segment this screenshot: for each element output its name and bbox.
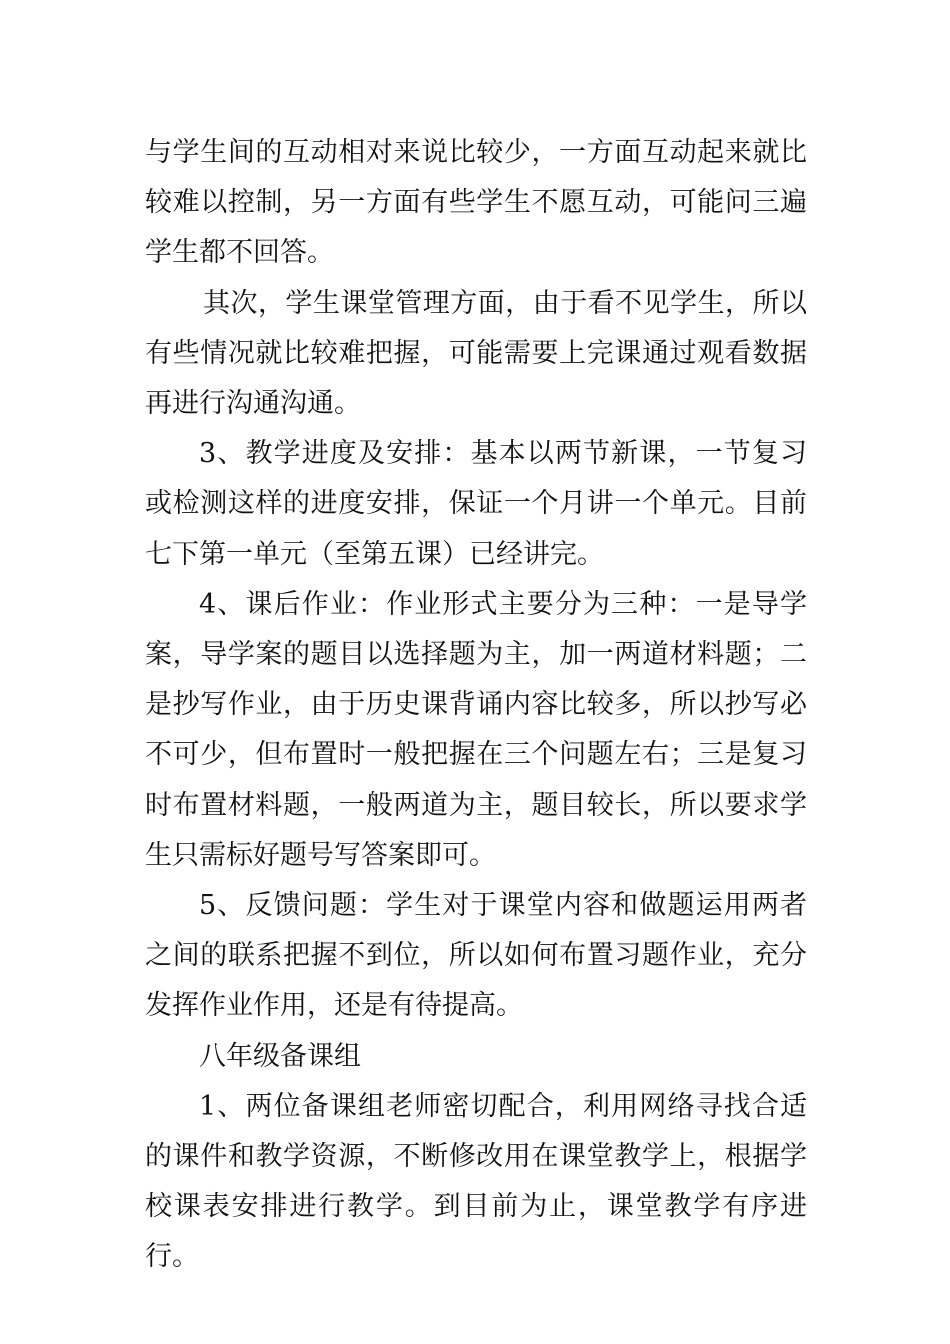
document-body bbox=[145, 128, 807, 1283]
paragraph-grade-eight-item-1: 1、两位备课组老师密切配合，利用网络寻找合适的课件和教学资源，不断修改用在课堂教学上，根据学校课表安排进行教学。到目前为止，课堂教学有序进行。 bbox=[145, 1090, 807, 1273]
paragraph-teaching-progress: 3、教学进度及安排：基本以两节新课，一节复习或检测这样的进度安排，保证一个月讲一个单元。目前七下第一单元（至第五课）已经讲完。 bbox=[145, 438, 807, 570]
paragraph-feedback: 5、反馈问题：学生对于课堂内容和做题运用两者之间的联系把握不到位，所以如何布置习题作业，充分发挥作业作用，还是有待提高。 bbox=[145, 890, 807, 1022]
paragraph-continued: 与学生间的互动相对来说比较少，一方面互动起来就比较难以控制，另一方面有些学生不愿互动，可能问三遍学生都不回答。 bbox=[145, 137, 807, 269]
paragraph-homework: 4、课后作业：作业形式主要分为三种：一是导学案，导学案的题目以选择题为主，加一两道材料题；二是抄写作业，由于历史课背诵内容比较多，所以抄写必不可少，但布置时一般把握在三个问题左右；三是复习时布置材料题，一般两道为主，题目较长，所以要求学生只需标好题号写答案即可。 bbox=[145, 588, 807, 871]
section-heading-grade-eight: 八年级备课组 bbox=[199, 1040, 361, 1072]
paragraph-classroom-management: 其次，学生课堂管理方面，由于看不见学生，所以有些情况就比较难把握，可能需要上完课通过观看数据再进行沟通沟通。 bbox=[145, 287, 807, 420]
